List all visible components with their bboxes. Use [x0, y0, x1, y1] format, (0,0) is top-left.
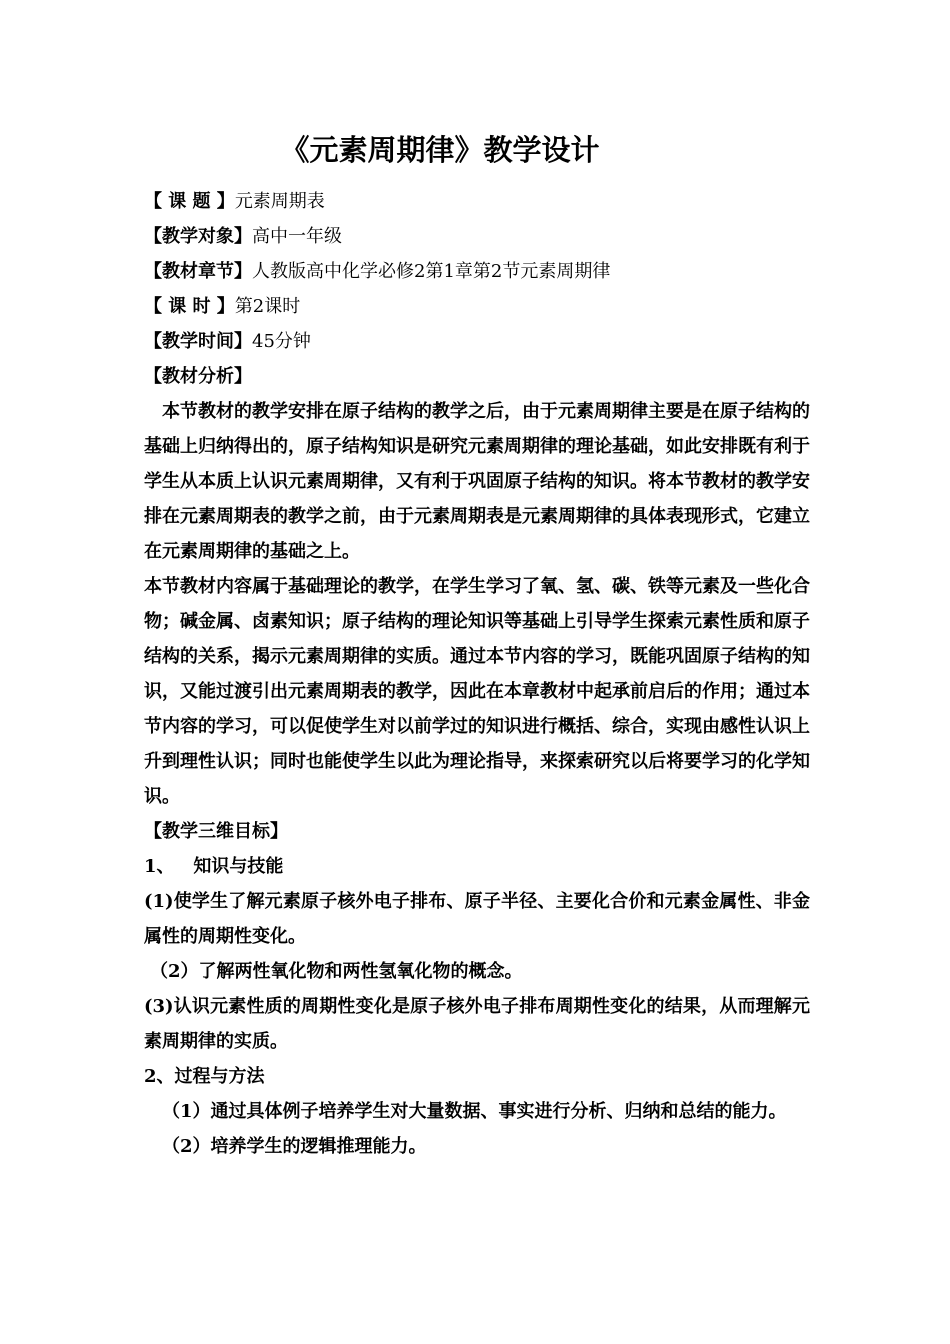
meta-row-chapter [144, 254, 810, 289]
goals-heading: 【教学三维目标】 [144, 821, 288, 842]
analysis-paragraph-2: 本节教材内容属于基础理论的教学，在学生学习了氧、氢、碳、铁等元素及一些化合物；碱金属、卤素知识；原子结构的理论知识等基础上引导学生探索元素性质和原子结构的关系，揭示元素周期律的实质。通过本节内容的学习，既能巩固原子结构的知识，又能过渡引出元素周期表的教学，因此在本章教材中起承前启后的作用；通过本节内容的学习，可以促使学生对以前学过的知识进行概括、综合，实现由感性认识上升到理性认识；同时也能使学生以此为理论指导，来探索研究以后将要学习的化学知识。 [144, 576, 810, 807]
goal1-item-1: (1)使学生了解元素原子核外电子排布、原子半径、主要化合价和元素金属性、非金属性的周期性变化。 [144, 891, 810, 947]
meta-row-audience [144, 219, 810, 254]
goal1-item-3: (3)认识元素性质的周期性变化是原子核外电子排布周期性变化的结果，从而理解元素周期律的实质。 [144, 996, 810, 1052]
meta-label: 【教材章节】 [144, 261, 252, 282]
document-body [144, 184, 810, 1164]
goal2-item-2: （2）培养学生的逻辑推理能力。 [162, 1136, 427, 1157]
goal2-item-1: （1）通过具体例子培养学生对大量数据、事实进行分析、归纳和总结的能力。 [162, 1101, 787, 1122]
meta-row-period [144, 289, 810, 324]
goal2-heading: 2、过程与方法 [144, 1066, 265, 1087]
goal1-heading: 1、 知识与技能 [144, 856, 284, 877]
meta-value: 第2课时 [234, 296, 301, 317]
meta-row-duration [144, 324, 810, 359]
meta-value: 高中一年级 [252, 226, 342, 247]
meta-value: 元素周期表 [234, 191, 325, 212]
analysis-paragraph-1: 本节教材的教学安排在原子结构的教学之后，由于元素周期律主要是在原子结构的基础上归纳得出的，原子结构知识是研究元素周期律的理论基础，如此安排既有利于学生从本质上认识元素周期律，又有利于巩固原子结构的知识。将本节教材的教学安排在元素周期表的教学之前，由于元素周期表是元素周期律的具体表现形式，它建立在元素周期律的基础之上。 [144, 401, 810, 562]
meta-label: 【 课 时 】 [144, 296, 235, 317]
meta-value: 45分钟 [252, 331, 311, 352]
goal1-item-2: （2）了解两性氧化物和两性氢氧化物的概念。 [150, 961, 523, 982]
document-title: 《元素周期律》教学设计 [280, 133, 600, 167]
meta-label: 【教学对象】 [144, 226, 252, 247]
meta-label: 【 课 题 】 [144, 191, 235, 212]
meta-row-topic [144, 184, 810, 219]
meta-label: 【教学时间】 [144, 331, 252, 352]
analysis-heading: 【教材分析】 [144, 366, 252, 387]
meta-value: 人教版高中化学必修2第1章第2节元素周期律 [252, 261, 611, 282]
